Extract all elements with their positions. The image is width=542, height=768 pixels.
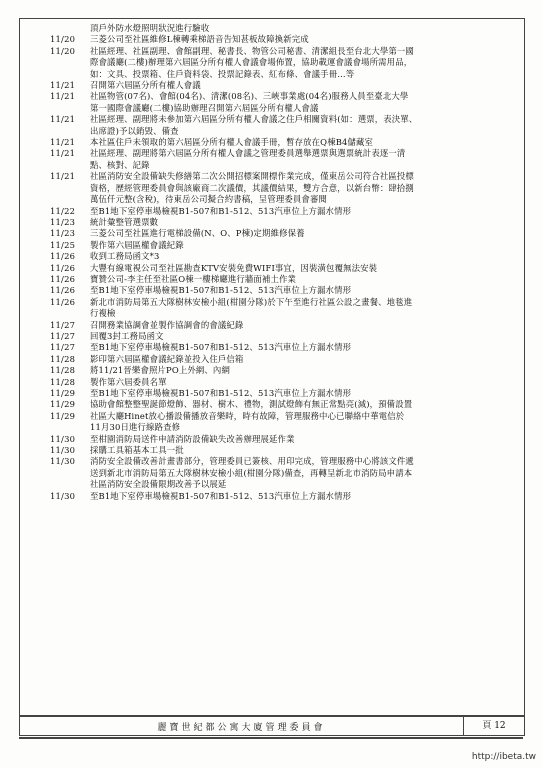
- log-entry: [50, 148, 510, 171]
- log-entry: [50, 80, 510, 91]
- entry-date: 11/29: [50, 388, 76, 398]
- entry-text: 協助會館整整聖誕節燈飾、器材、樹木、禮物，測試燈飾有無正常點亮(減)，預備設置: [90, 399, 413, 410]
- log-entry: [50, 331, 510, 342]
- entry-date: 11/21: [50, 114, 76, 125]
- log-entry: [50, 114, 510, 137]
- log-entry: [50, 411, 510, 434]
- entry-text: 採購工具箱基本工具一批: [90, 445, 184, 456]
- entry-date: 11/20: [50, 45, 76, 56]
- entry-text: 三菱公司至社區維修L棟轉乘梯語音告知甚板故障換新完成: [90, 34, 309, 45]
- entry-date: 11/26: [50, 296, 76, 307]
- log-entry: [50, 34, 510, 45]
- log-entry: [50, 297, 510, 320]
- entry-text: 至B1地下室停車場檢視B1-507和B1-512、513汽車位上方漏水情形: [90, 205, 352, 216]
- log-entry: [50, 206, 510, 217]
- log-entry: [50, 434, 510, 445]
- entry-text: 將11/21晉樂會照片PO上外網、內網: [90, 365, 230, 376]
- entry-date: 11/21: [50, 80, 76, 91]
- log-entry: [50, 365, 510, 376]
- entry-text: 召開務業協調會並製作協調會的會議紀錄: [90, 319, 244, 330]
- entry-date: 11/30: [50, 445, 76, 456]
- entry-date: 11/29: [50, 399, 76, 410]
- log-entry: [50, 491, 510, 502]
- entry-date: 11/26: [50, 285, 76, 296]
- entry-text: 統計彙整管選票數: [90, 216, 159, 227]
- entry-date: 11/30: [50, 456, 76, 467]
- entry-text: 寶贊公司-李主任至社區O棟一樓梯廳進行牆面補土作業: [90, 273, 297, 284]
- entry-date: 11/30: [50, 490, 76, 501]
- log-entry: [50, 285, 510, 296]
- log-entry: [50, 46, 510, 80]
- log-entry: [50, 91, 510, 114]
- entry-text: 社區消防安全設備缺失修繕第二次公開招標案開標作業完成，僅東岳公司符合社區投標 資格，歷經管理委員會與該廠商二次議價，其議價結果，雙方合意，以新台幣：肆拾捌 萬伍仟元整(含稅)，待東岳公司擬合約書稿，呈管理委員會審閱: [90, 171, 414, 205]
- entry-text: 影印第六屆區權會議紀錄並投入住戶信箱: [90, 353, 244, 364]
- entry-date: 11/21: [50, 91, 76, 102]
- entry-date: 11/21: [50, 137, 76, 148]
- entry-text: 至B1地下室停車場檢視B1-507和B1-512、513汽車位上方漏水情形: [90, 388, 352, 398]
- entry-date: 11/21: [50, 171, 76, 182]
- footer-title: 麗寶世紀都公寓大廈管理委員會: [157, 722, 326, 733]
- entry-date: 11/30: [50, 433, 76, 444]
- entry-date: 11/25: [50, 239, 76, 250]
- entry-date: 11/27: [50, 342, 76, 353]
- entry-text: 大豐有線電視公司至社區勘查KTV安裝免費WIFI事宜，因裝潢包覆無法安裝: [90, 262, 378, 273]
- entry-text: 召開第六屆區分所有權人會議: [90, 80, 201, 91]
- entry-date: 11/26: [50, 262, 76, 273]
- entry-date: 11/28: [50, 376, 76, 387]
- entry-date: 11/23: [50, 228, 76, 239]
- log-entry: [50, 137, 510, 148]
- log-entry: [50, 171, 510, 205]
- log-entry: [50, 251, 510, 262]
- entry-text: 本社區住戶未領取的第六屆區分所有權人會議手冊，暫存放在Q棟B4儲藏室: [90, 137, 374, 148]
- entry-date: 11/27: [50, 330, 76, 341]
- entry-date: [50, 23, 90, 34]
- entry-text: 社區經理、副理將未參加第六屆區分所有權人會議之住戶相關資料(如：選票，表決單、 出席證)予以銷毀、備查: [90, 114, 418, 136]
- log-entry: [50, 388, 510, 399]
- entry-date: 11/22: [50, 205, 76, 216]
- footer: [19, 716, 525, 736]
- entry-text: 頂戶外防水燈照明狀況進行驗收: [90, 23, 210, 33]
- entry-text: 至B1地下室停車場檢視B1-507和B1-512、513汽車位上方漏水情形: [90, 285, 352, 296]
- entry-text: 社區大廳Hinet放心播設備播放音樂時，時有故障，管理服務中心已聯絡中華電信於 11月30日進行線路查修: [90, 410, 405, 433]
- entry-text: 社區經理、副理將第六屆區分所有權人會議之管理委員選舉選票與選票統計表逐一清 點、核對、記錄: [90, 148, 406, 170]
- entry-date: 11/27: [50, 319, 76, 330]
- entry-text: 製作第六屆委員名單: [90, 376, 167, 387]
- entry-text: 社區經理、社區副理、會館副理、秘書長、物管公司秘書、清潔組長至台北大學第一國 際會議廳(二樓)辦理第六屆區分所有權人會議會場佈置，協助載運會議會場所需用品， 如：文具、投票箱、住戶資料袋、投票記錄表、紅布條、會議手冊…等: [90, 45, 414, 79]
- entry-text: 消防安全設備改善計畫書部分，管理委員已簽核、用印完成，管理服務中心將該文件遞 送到新北市消防局第五大隊樹林安檢小組(柑園分隊)備查，再轉呈新北市消防局申請本 社區消防安全設備限期改善予以展延: [90, 456, 414, 490]
- entry-date: 11/26: [50, 251, 76, 262]
- log-entry: [50, 377, 510, 388]
- log-entry: [50, 240, 510, 251]
- entry-text: 回覆3封工務局函文: [90, 330, 164, 341]
- page-number: 頁 12: [463, 717, 524, 735]
- entry-date: 11/21: [50, 148, 76, 159]
- entry-text: 至柑園消防局送件申請消防設備缺失改善辦理展延作業: [90, 433, 295, 444]
- entry-text: 收到工務局函文*3: [90, 251, 160, 262]
- log-entry: [50, 263, 510, 274]
- log-entry: [50, 342, 510, 353]
- entry-text: 至B1地下室停車場檢視B1-507和B1-512、513汽車位上方漏水情形: [90, 490, 352, 501]
- entry-date: 11/28: [50, 365, 76, 376]
- entry-date: 11/26: [50, 273, 76, 284]
- entry-text: 三菱公司至社區進行電梯設備(N、O、P棟)定期維修保養: [90, 228, 305, 239]
- entry-date: 11/23: [50, 216, 76, 227]
- entry-text: 新北市消防局第五大隊樹林安檢小組(柑園分隊)於下午至進行社區公設之畫餐、地毯進 行複檢: [90, 296, 413, 319]
- entry-text: 社區物管(07名)、會館(04名)、清潔(08名)、三峽事業處(04名)服務人員至臺北大學 第一國際會議廳(二樓)協助辦理召開第六屆區分所有權人會議: [90, 91, 409, 113]
- watermark: http://ibeta.tw: [471, 752, 536, 762]
- log-entry: [50, 217, 510, 228]
- entry-text: 至B1地下室停車場檢視B1-507和B1-512、513汽車位上方漏水情形: [90, 342, 352, 353]
- entry-date: 11/29: [50, 410, 76, 421]
- entry-date: 11/28: [50, 353, 76, 364]
- entry-text: 製作第六屆區權會議紀錄: [90, 239, 184, 250]
- log-entry: [50, 23, 510, 34]
- entry-date: 11/20: [50, 34, 76, 45]
- log-entry: [50, 228, 510, 239]
- footer-rule: [19, 737, 523, 739]
- log-entry: [50, 320, 510, 331]
- log-entry: [50, 274, 510, 285]
- log-entry: [50, 445, 510, 456]
- log-entry: [50, 354, 510, 365]
- log-entry: [50, 399, 510, 410]
- log-entry: [50, 456, 510, 490]
- log-content: [50, 23, 510, 502]
